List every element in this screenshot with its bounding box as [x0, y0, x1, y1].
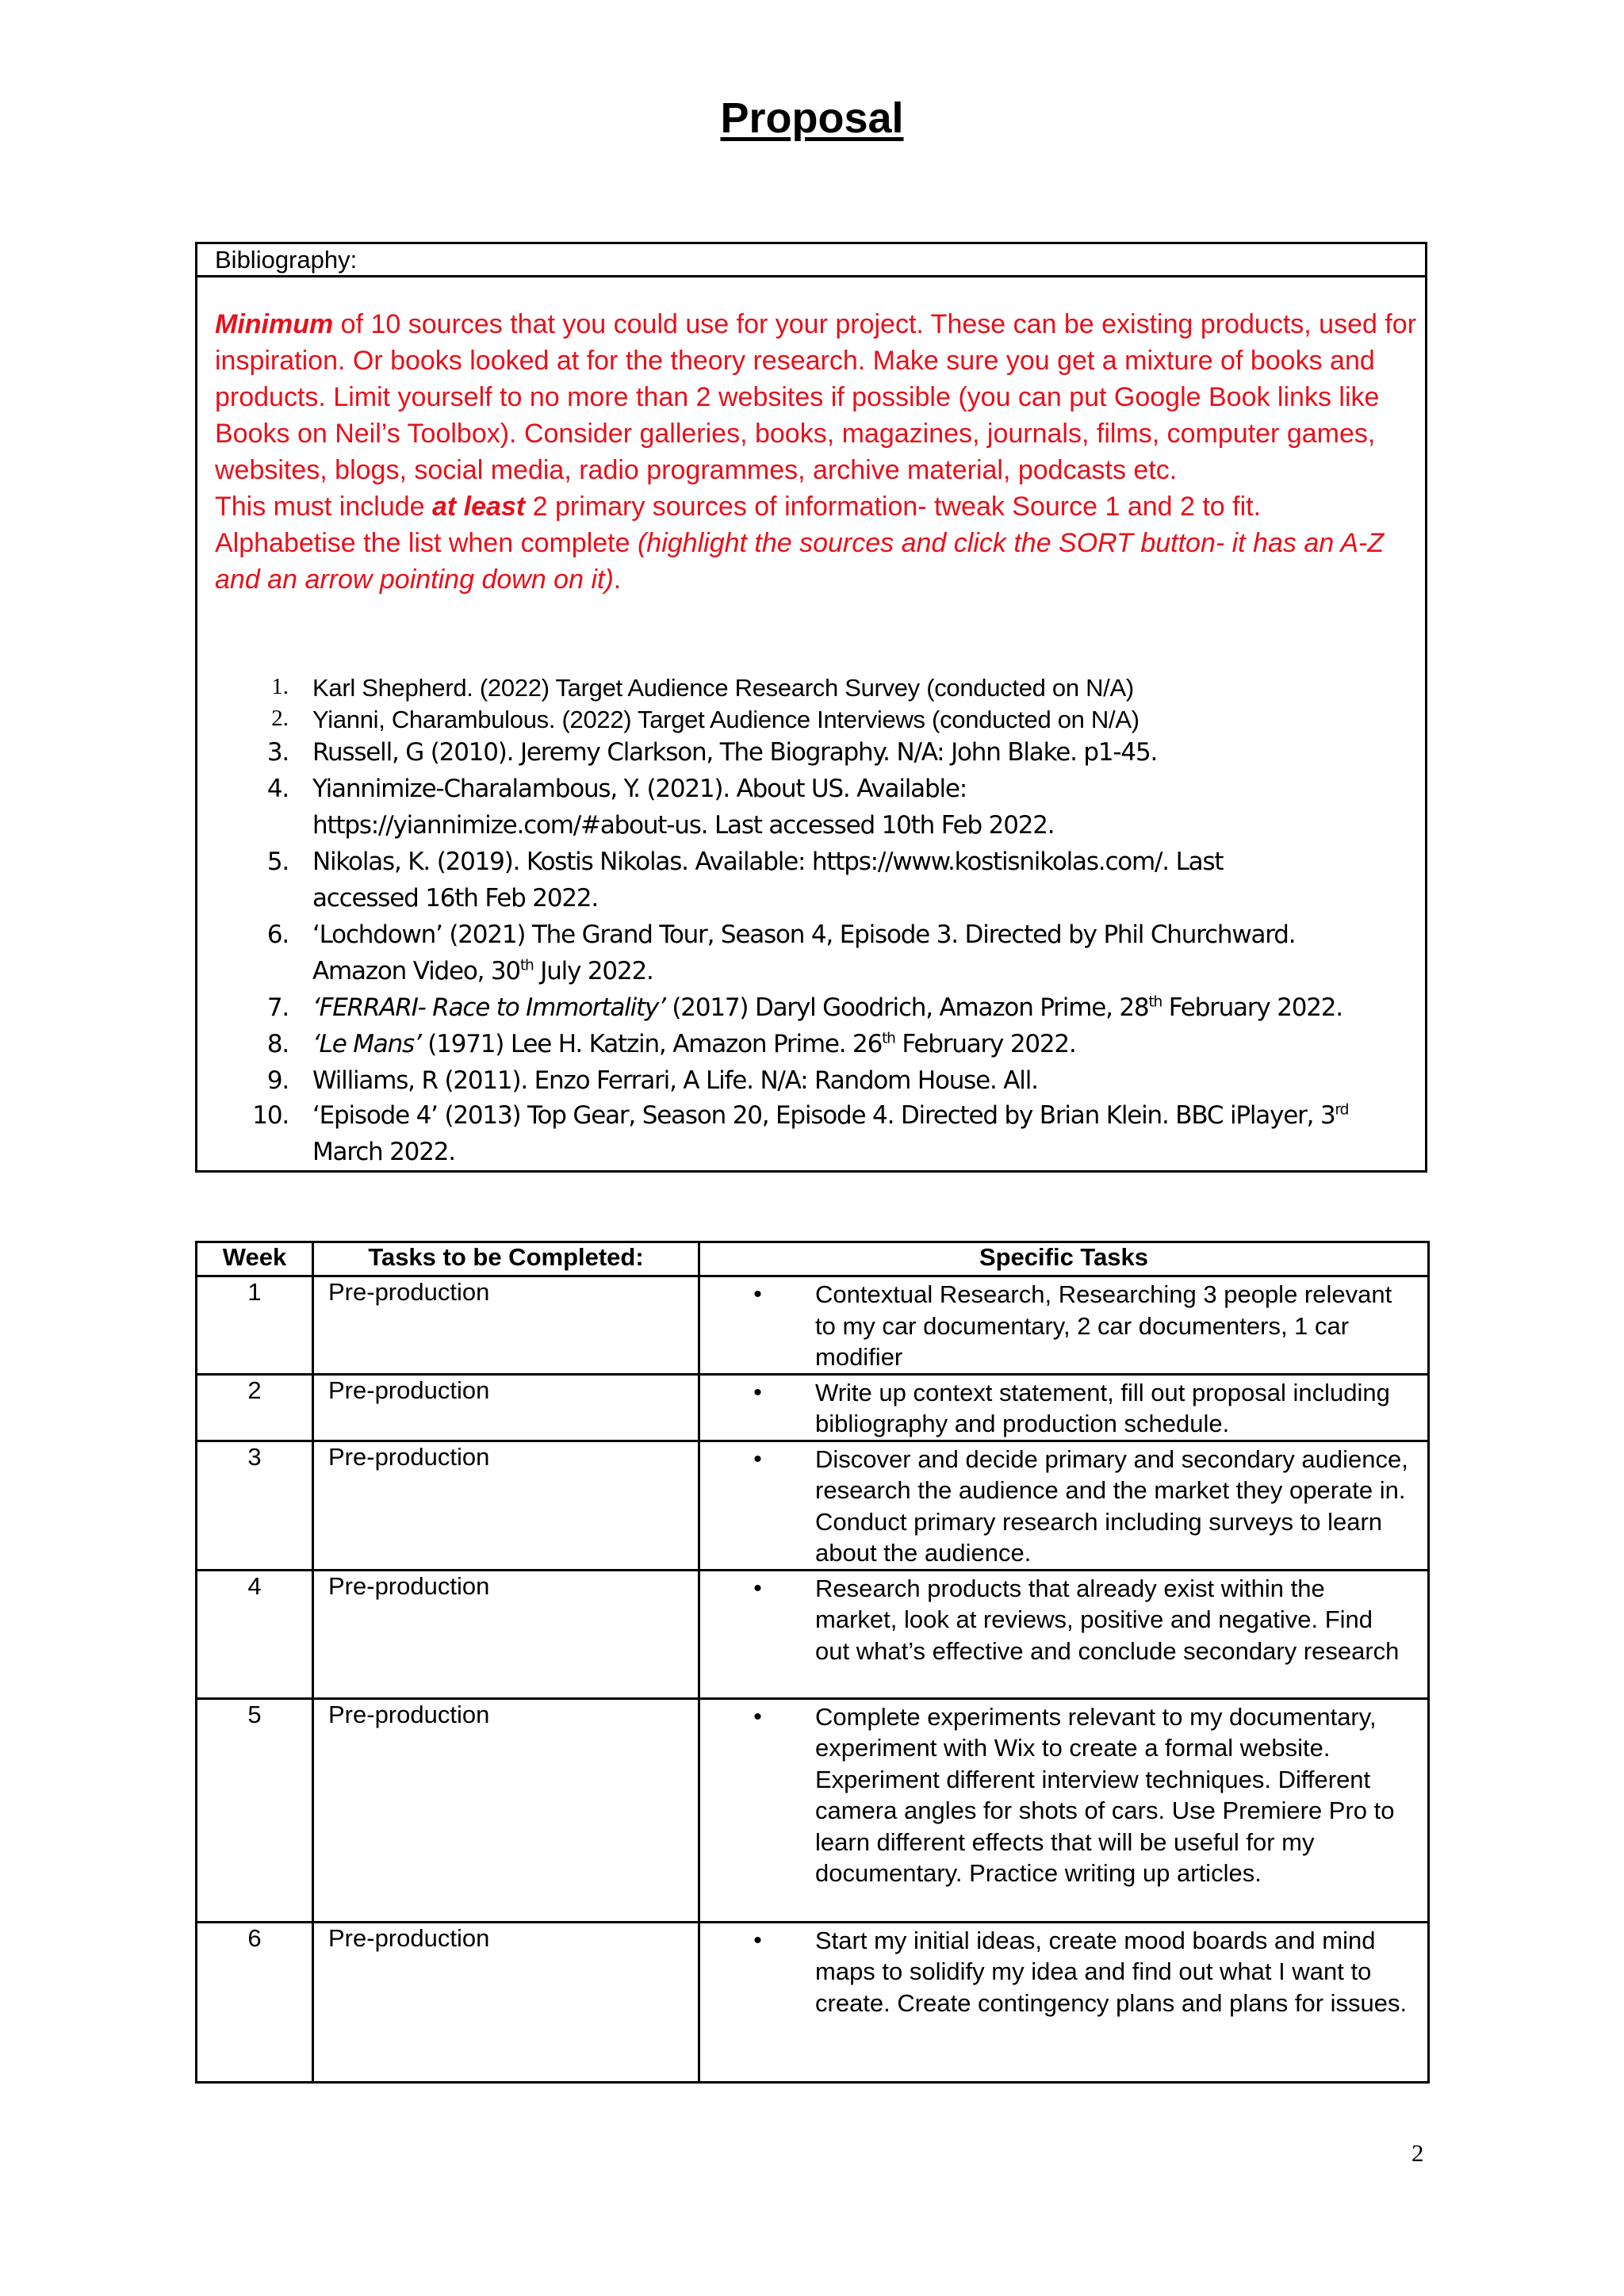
instruction-part2-pre: This must include: [215, 492, 432, 522]
item-text-line2: https://yiannimize.com/#about-us. Last accessed 10th Feb 2022.: [312, 811, 1055, 840]
bullet-icon: •: [753, 1927, 762, 1954]
item-text: ‘FERRARI- Race to Immortality’ (2017) Daryl Goodrich, Amazon Prime, 28th February 2022.: [312, 993, 1342, 1022]
item-text-line1: ‘Lochdown’ (2021) The Grand Tour, Season 4, Episode 3. Directed by Phil Churchward.: [312, 920, 1296, 949]
task-cell: Pre-production: [328, 1376, 490, 1404]
item-text-line2: March 2022.: [312, 1138, 455, 1166]
week-cell: 6: [197, 1922, 313, 2082]
specific-task-text: Contextual Research, Researching 3 people relevant to my car documentary, 2 car documenters, 1 car modifier: [815, 1280, 1392, 1371]
instruction-part2-post: 2 primary sources of information- tweak Source 1 and 2 to fit.: [525, 492, 1262, 522]
week-cell: 4: [197, 1570, 313, 1698]
bibliography-header: Bibliography:: [197, 244, 1425, 277]
bullet-icon: •: [753, 1575, 762, 1601]
instruction-at-least: at least: [432, 492, 526, 522]
item-number: 9.: [266, 1066, 289, 1095]
page-number: 2: [1411, 2139, 1424, 2167]
table-row: [197, 1698, 1429, 1922]
instruction-part3-post: .: [613, 564, 622, 595]
task-cell: Pre-production: [328, 1571, 490, 1600]
item-text: Russell, G (2010). Jeremy Clarkson, The Biography. N/A: John Blake. p1-45.: [312, 738, 1158, 767]
instruction-part3-pre: Alphabetise the list when complete: [215, 528, 638, 558]
task-cell: Pre-production: [328, 1700, 490, 1728]
table-row: [197, 1570, 1429, 1698]
specific-task-text: Start my initial ideas, create mood boards and mind maps to solidify my idea and find out what I want to create. Create contingency plans and plans for issues.: [815, 1926, 1408, 2017]
page-title: Proposal: [720, 94, 904, 142]
item-text-line1: Yiannimize-Charalambous, Y. (2021). About US. Available:: [312, 775, 967, 803]
item-number: 10.: [252, 1101, 289, 1130]
bibliography-list: [197, 244, 1425, 1170]
bullet-icon: •: [753, 1281, 762, 1307]
specific-task-text: Write up context statement, fill out proposal including bibliography and production schedule.: [815, 1378, 1390, 1437]
specific-task-text: Complete experiments relevant to my documentary, experiment with Wix to create a formal website. Experiment different interview techniques. Different camera angles for shots of cars. Use Premiere Pro to learn different effects that will be useful for my documentary. Practice writing up articles.: [815, 1702, 1395, 1887]
item-text-line2: accessed 16th Feb 2022.: [312, 884, 599, 913]
task-cell: Pre-production: [328, 1442, 490, 1471]
item-text: Yianni, Charambulous. (2022) Target Audience Interviews (conducted on N/A): [312, 706, 1139, 733]
header-specific-tasks: Specific Tasks: [699, 1242, 1429, 1276]
item-number: 2.: [271, 706, 289, 731]
table-row: [197, 1441, 1429, 1570]
item-text: ‘Le Mans’ (1971) Lee H. Katzin, Amazon Prime. 26th February 2022.: [312, 1030, 1076, 1058]
week-cell: 1: [197, 1276, 313, 1375]
table-row: [197, 1922, 1429, 2082]
header-tasks: Tasks to be Completed:: [313, 1242, 699, 1276]
item-text-line1: Nikolas, K. (2019). Kostis Nikolas. Available: https://www.kostisnikolas.com/. Last: [312, 848, 1224, 876]
item-text: Williams, R (2011). Enzo Ferrari, A Life. N/A: Random House. All.: [312, 1066, 1038, 1095]
task-cell: Pre-production: [328, 1278, 490, 1306]
week-cell: 5: [197, 1698, 313, 1922]
item-number: 6.: [266, 920, 289, 949]
instruction-part3-italic: (highlight the sources and click the SORT button- it has an A-Z and an arrow pointing down on it): [215, 528, 1385, 595]
item-text-line1: ‘Episode 4’ (2013) Top Gear, Season 20, Episode 4. Directed by Brian Klein. BBC iPlayer, 3rd: [312, 1101, 1349, 1130]
specific-task-text: Discover and decide primary and secondary audience, research the audience and the market they operate in. Conduct primary research including surveys to learn about the audience.: [815, 1445, 1408, 1567]
instruction-minimum: Minimum: [215, 309, 334, 339]
production-schedule-table: [195, 1241, 1430, 2084]
instruction-part1: of 10 sources that you could use for your project. These can be existing products, used for inspiration. Or books looked at for the theory research. Make sure you get a mixture of books and products. Limit yourself to no more than 2 websites if possible (you can put Google Book links like Books on Neil’s Toolbox). Consider galleries, books, magazines, journals, films, computer games, websites, blogs, social media, radio programmes, archive material, podcasts etc.: [215, 309, 1417, 485]
item-number: 1.: [271, 674, 289, 699]
bullet-icon: •: [753, 1445, 762, 1472]
item-number: 4.: [266, 775, 289, 803]
item-number: 7.: [266, 993, 289, 1022]
item-text-line2: Amazon Video, 30th July 2022.: [312, 957, 653, 985]
week-cell: 3: [197, 1441, 313, 1570]
header-week: Week: [197, 1242, 313, 1276]
week-cell: 2: [197, 1374, 313, 1441]
bullet-icon: •: [753, 1703, 762, 1730]
bullet-icon: •: [753, 1379, 762, 1406]
table-header-row: [197, 1242, 1429, 1276]
task-cell: Pre-production: [328, 1923, 490, 1952]
item-number: 5.: [266, 848, 289, 876]
specific-task-text: Research products that already exist within the market, look at reviews, positive and negative. Find out what’s effective and conclude secondary research: [815, 1574, 1400, 1665]
bibliography-box: [195, 242, 1427, 1173]
table-row: [197, 1276, 1429, 1375]
item-text: Karl Shepherd. (2022) Target Audience Research Survey (conducted on N/A): [312, 674, 1134, 702]
item-number: 3.: [266, 738, 289, 767]
table-row: [197, 1374, 1429, 1441]
item-number: 8.: [266, 1030, 289, 1058]
